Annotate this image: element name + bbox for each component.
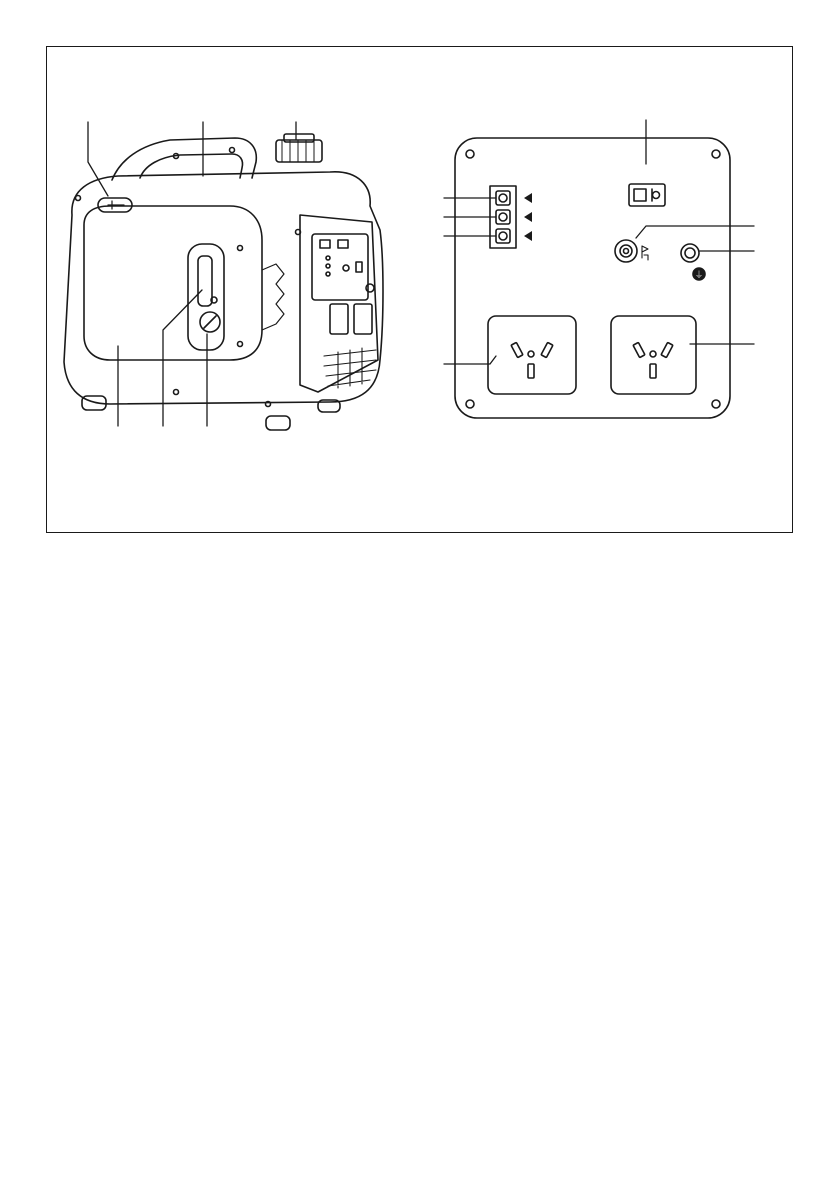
foot-front-right [266, 416, 290, 430]
ac-outlet-right-pins [633, 342, 673, 378]
reset-button [615, 240, 637, 262]
indicator-arrow-1 [524, 193, 532, 203]
cooling-fins [262, 264, 284, 330]
indicator-arrows [524, 193, 532, 241]
indicator-arrow-2 [524, 212, 532, 222]
earth-symbol: ⏚ [694, 270, 704, 280]
mini-outlet-right [354, 304, 372, 334]
fuel-cap [276, 140, 322, 162]
control-panel-plate [455, 138, 730, 418]
mini-outlet-left [330, 304, 348, 334]
recoil-starter-recess [188, 244, 224, 350]
control-panel-illustration [444, 120, 754, 418]
indicator-lamp-2 [496, 210, 510, 224]
side-cover-panel [84, 206, 262, 360]
exhaust-vents [324, 348, 376, 388]
reset-symbol [642, 246, 648, 260]
recoil-starter-handle [198, 256, 212, 306]
ac-outlet-left-pins [511, 342, 553, 378]
panel-mounting-holes [466, 150, 720, 408]
indicator-lamp-3 [496, 229, 510, 243]
earth-terminal [681, 244, 699, 262]
indicator-lamp-1 [496, 191, 510, 205]
ac-outlet-right [611, 316, 696, 394]
generator-illustration [64, 122, 383, 430]
indicator-arrow-3 [524, 231, 532, 241]
